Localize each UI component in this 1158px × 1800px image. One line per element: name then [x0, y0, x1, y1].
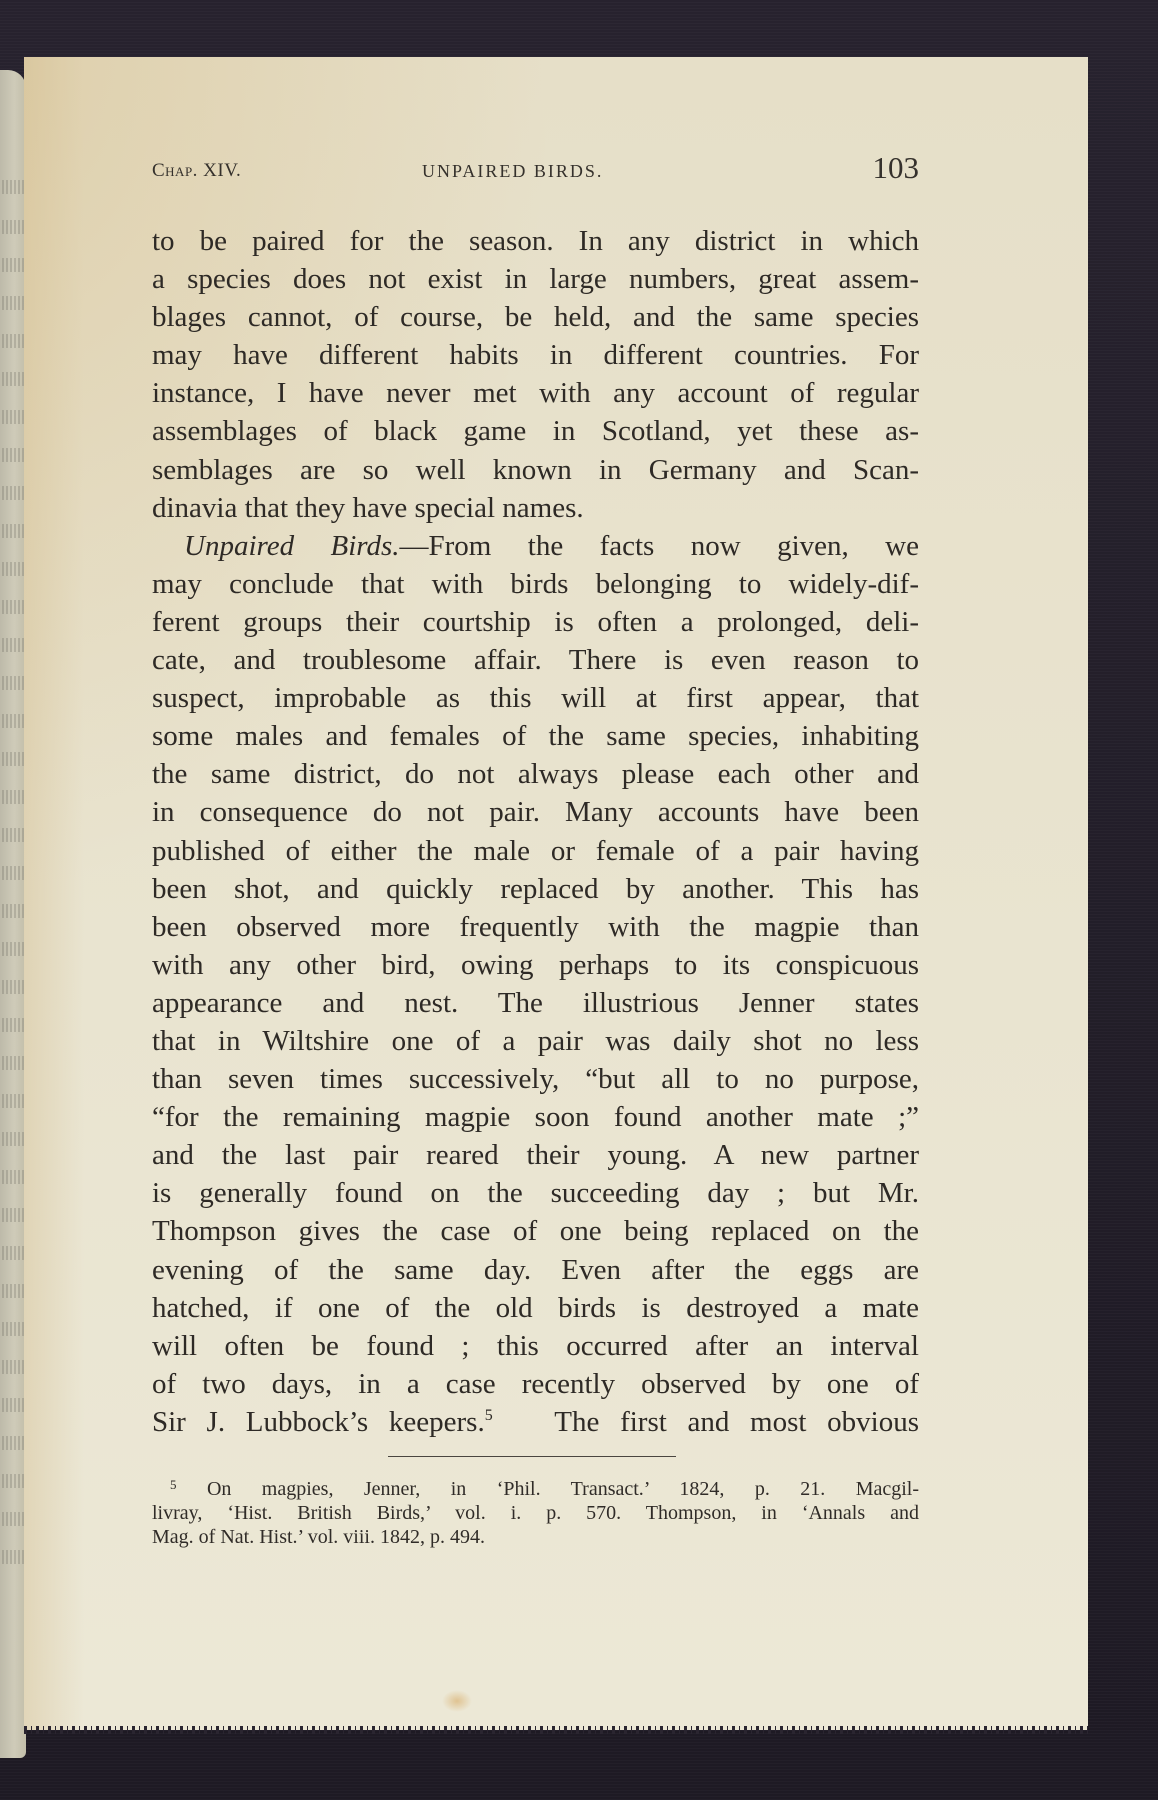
previous-page-ghost-text [2, 1322, 24, 1336]
text-line: dinavia that they have special names. [152, 491, 584, 524]
previous-page-ghost-text [2, 1018, 24, 1032]
previous-page-ghost-text [2, 790, 24, 804]
previous-page-ghost-text [2, 1284, 24, 1298]
previous-page-ghost-text [2, 828, 24, 842]
text-line: with any other bird, owing perhaps to its conspicuous [152, 948, 919, 981]
previous-page-ghost-text [2, 676, 24, 690]
previous-page-ghost-text [2, 1360, 24, 1374]
previous-page-ghost-text [2, 1132, 24, 1146]
previous-page-ghost-text [2, 1474, 24, 1488]
text-line: Thompson gives the case of one being replaced on the [152, 1215, 919, 1248]
text-line: suspect, improbable as this will at first appear, that [152, 682, 919, 715]
previous-page-ghost-text [2, 1056, 24, 1070]
footnote-marker: 5 [170, 1478, 177, 1492]
text-line: published of either the male or female of a pair having [152, 834, 919, 867]
previous-page-ghost-text [2, 372, 24, 386]
page-number: 103 [872, 150, 919, 185]
previous-page-ghost-text [2, 1436, 24, 1450]
previous-page-ghost-text [2, 1208, 24, 1222]
previous-page-ghost-text [2, 1170, 24, 1184]
previous-page-ghost-text [2, 334, 24, 348]
previous-page-ghost-text [2, 258, 24, 272]
text-line: instance, I have never met with any account of regular [152, 377, 919, 410]
previous-page-ghost-text [2, 714, 24, 728]
running-title: UNPAIRED BIRDS. [422, 161, 604, 181]
text-line: may have different habits in different countries. For [152, 339, 919, 372]
section-heading: Unpaired Birds. [184, 529, 400, 562]
previous-page-ghost-text [2, 600, 24, 614]
previous-page-edge [0, 70, 26, 1758]
text-line: evening of the same day. Even after the eggs are [152, 1253, 919, 1286]
text-line: blages cannot, of course, be held, and the same species [152, 301, 919, 334]
previous-page-ghost-text [2, 1550, 24, 1564]
text-line: may conclude that with birds belonging to widely-dif- [152, 567, 919, 600]
previous-page-ghost-text [2, 942, 24, 956]
text-line: a species does not exist in large numbers, great assem- [152, 263, 919, 296]
previous-page-ghost-text [2, 1398, 24, 1412]
previous-page-ghost-text [2, 1094, 24, 1108]
footnote-divider [388, 1456, 676, 1457]
text-run: Sir J. Lubbock’s keepers. [152, 1405, 485, 1438]
text-run: On magpies, Jenner, in ‘Phil. Transact.’ 1824, p. 21. Macgil- [206, 1478, 919, 1500]
body-text [152, 222, 919, 1441]
previous-page-ghost-text [2, 904, 24, 918]
section-start-line [152, 527, 919, 565]
footnote-line: livray, ‘Hist. British Birds,’ vol. i. p. 570. Thompson, in ‘Annals and [152, 1501, 919, 1524]
previous-page-ghost-text [2, 1512, 24, 1526]
text-line: the same district, do not always please each other and [152, 758, 919, 791]
previous-page-ghost-text [2, 410, 24, 424]
text-line: cate, and troublesome affair. There is even reason to [152, 644, 919, 677]
text-line: appearance and nest. The illustrious Jenner states [152, 986, 919, 1019]
footnote-line: Mag. of Nat. Hist.’ vol. viii. 1842, p. 494. [152, 1525, 485, 1548]
previous-page-ghost-text [2, 180, 24, 194]
footnote-reference[interactable]: 5 [484, 1406, 493, 1424]
text-line: will often be found ; this occurred after an interval [152, 1329, 919, 1362]
text-line: ferent groups their courtship is often a prolonged, deli- [152, 605, 919, 638]
text-line: of two days, in a case recently observed by one of [152, 1367, 919, 1400]
previous-page-ghost-text [2, 752, 24, 766]
text-line: than seven times successively, “but all to no purpose, [152, 1063, 919, 1096]
text-line: to be paired for the season. In any district in which [152, 225, 919, 257]
text-line: that in Wiltshire one of a pair was daily shot no less [152, 1024, 919, 1057]
previous-page-ghost-text [2, 296, 24, 310]
text-line: and the last pair reared their young. A new partner [152, 1139, 919, 1172]
text-line: been observed more frequently with the magpie than [152, 910, 919, 943]
text-line: is generally found on the succeeding day ; but Mr. [152, 1177, 919, 1210]
footnotes [152, 1478, 919, 1549]
text-run: —From the facts now given, we [399, 529, 919, 562]
text-line: assemblages of black game in Scotland, yet these as- [152, 415, 919, 448]
previous-page-ghost-text [2, 980, 24, 994]
text-line: semblages are so well known in Germany and Scan- [152, 453, 919, 486]
text-line: hatched, if one of the old birds is destroyed a mate [152, 1291, 919, 1324]
previous-page-ghost-text [2, 448, 24, 462]
previous-page-ghost-text [2, 866, 24, 880]
running-head [152, 150, 919, 186]
previous-page-ghost-text [2, 220, 24, 234]
text-line-with-footnote [152, 1403, 919, 1441]
previous-page-ghost-text [2, 524, 24, 538]
previous-page-ghost-text [2, 562, 24, 576]
chapter-label: Chap. XIV. [152, 160, 242, 181]
previous-page-ghost-text [2, 638, 24, 652]
previous-page-ghost-text [2, 486, 24, 500]
page-deckle-edge [24, 1726, 1088, 1734]
previous-page-ghost-text [2, 1246, 24, 1260]
footnote-line [152, 1478, 919, 1502]
text-line: in consequence do not pair. Many accounts have been [152, 796, 919, 829]
text-line: “for the remaining magpie soon found another mate ;” [152, 1101, 919, 1134]
text-run: The first and most obvious [554, 1405, 919, 1438]
text-line: been shot, and quickly replaced by another. This has [152, 872, 919, 905]
text-line: some males and females of the same species, inhabiting [152, 720, 919, 753]
paper-stain [442, 1690, 472, 1712]
